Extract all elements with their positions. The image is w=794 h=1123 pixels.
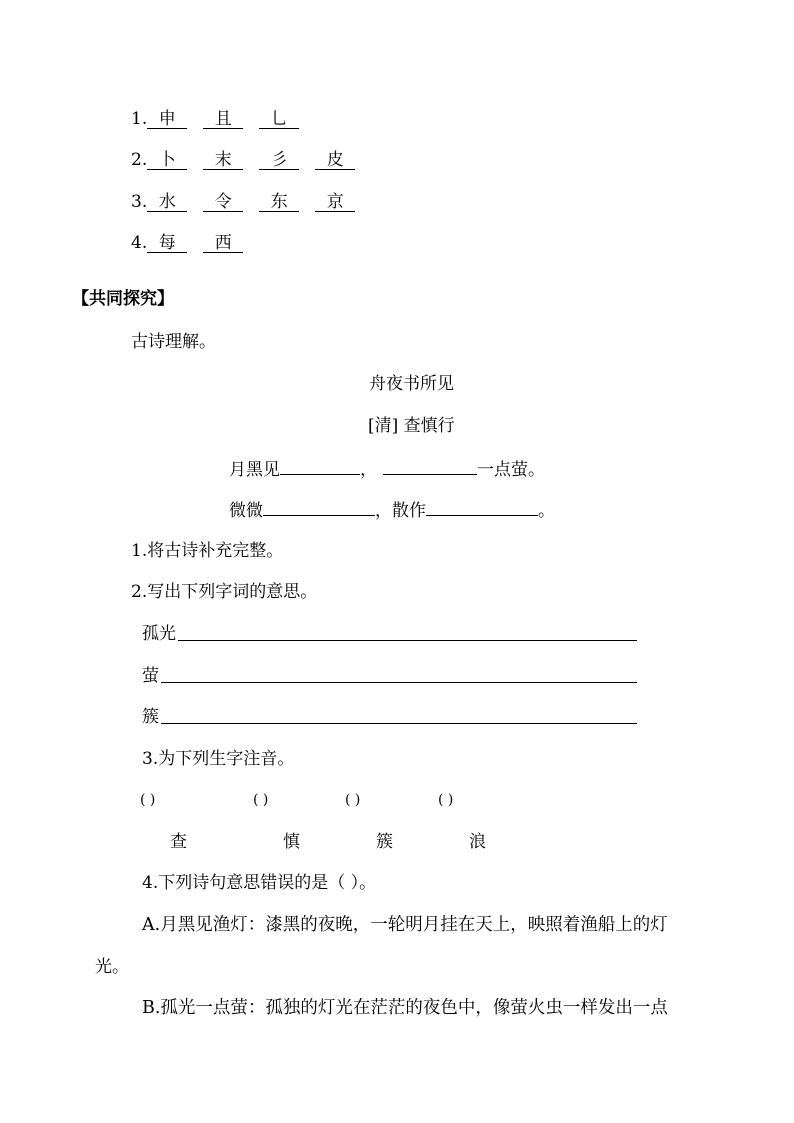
stroke-answer: 东 [259,193,299,212]
poem-title: 舟夜书所见 [369,374,454,394]
row-number: 4. [131,233,148,253]
stroke-answer: 水 [147,193,187,212]
answer-blank[interactable] [280,458,360,475]
pinyin-char: 浪 [469,832,486,852]
word-label: 孤光 [142,624,176,644]
row-number: 1. [131,109,148,129]
option-b: B.孤光一点萤：孤独的灯光在茫茫的夜色中，像萤火虫一样发出一点 [142,998,668,1018]
answer-blank[interactable] [383,458,477,475]
pinyin-blank[interactable]: ( ) [253,792,269,808]
pinyin-blank[interactable]: ( ) [438,792,454,808]
stroke-answer: 京 [315,193,355,212]
stroke-row-4 [131,233,243,253]
pinyin-blank[interactable]: ( ) [140,792,156,808]
poem-line-2 [229,499,555,521]
pinyin-char: 慎 [283,832,300,852]
question-4: 4.下列诗句意思错误的是（ ）。 [142,873,377,893]
stroke-answer: 皮 [315,151,355,170]
poem-line-1 [229,458,545,480]
poem-text: ， [360,460,377,480]
poem-text: 。 [538,501,555,521]
answer-line[interactable] [161,682,637,683]
stroke-row-1 [131,109,299,129]
option-a-cont: 光。 [95,957,129,977]
poem-text: 月黑见 [229,460,280,480]
intro-text: 古诗理解。 [131,332,216,352]
pinyin-char: 查 [170,832,187,852]
stroke-row-2 [131,150,355,170]
poem-text: 微微 [229,501,263,521]
section-title: 【共同探究】 [72,289,174,309]
stroke-row-3 [131,192,355,212]
stroke-answer: 申 [147,110,187,129]
poem-author: [清] 查慎行 [368,416,455,436]
word-label: 簇 [142,707,159,727]
option-a: A.月黑见渔灯：漆黑的夜晚，一轮明月挂在天上，映照着渔船上的灯 [142,915,668,935]
word-label: 萤 [142,666,159,686]
answer-blank[interactable] [263,499,375,516]
stroke-answer: 且 [203,110,243,129]
stroke-answer: 每 [147,234,187,253]
stroke-answer: 彡 [259,151,299,170]
stroke-answer: 卜 [147,151,187,170]
question-3: 3.为下列生字注音。 [142,749,295,769]
answer-blank[interactable] [426,499,538,516]
answer-line[interactable] [178,640,637,641]
stroke-answer: 末 [203,151,243,170]
question-1: 1.将古诗补充完整。 [131,541,284,561]
pinyin-blank[interactable]: ( ) [345,792,361,808]
stroke-answer: 西 [203,234,243,253]
poem-text: 一点萤。 [477,460,545,480]
stroke-answer: 令 [203,193,243,212]
row-number: 2. [131,150,148,170]
stroke-answer: 乚 [259,110,299,129]
row-number: 3. [131,192,148,212]
poem-text: ，散作 [375,501,426,521]
answer-line[interactable] [161,723,637,724]
question-2: 2.写出下列字词的意思。 [131,582,318,602]
pinyin-char: 簇 [376,832,393,852]
